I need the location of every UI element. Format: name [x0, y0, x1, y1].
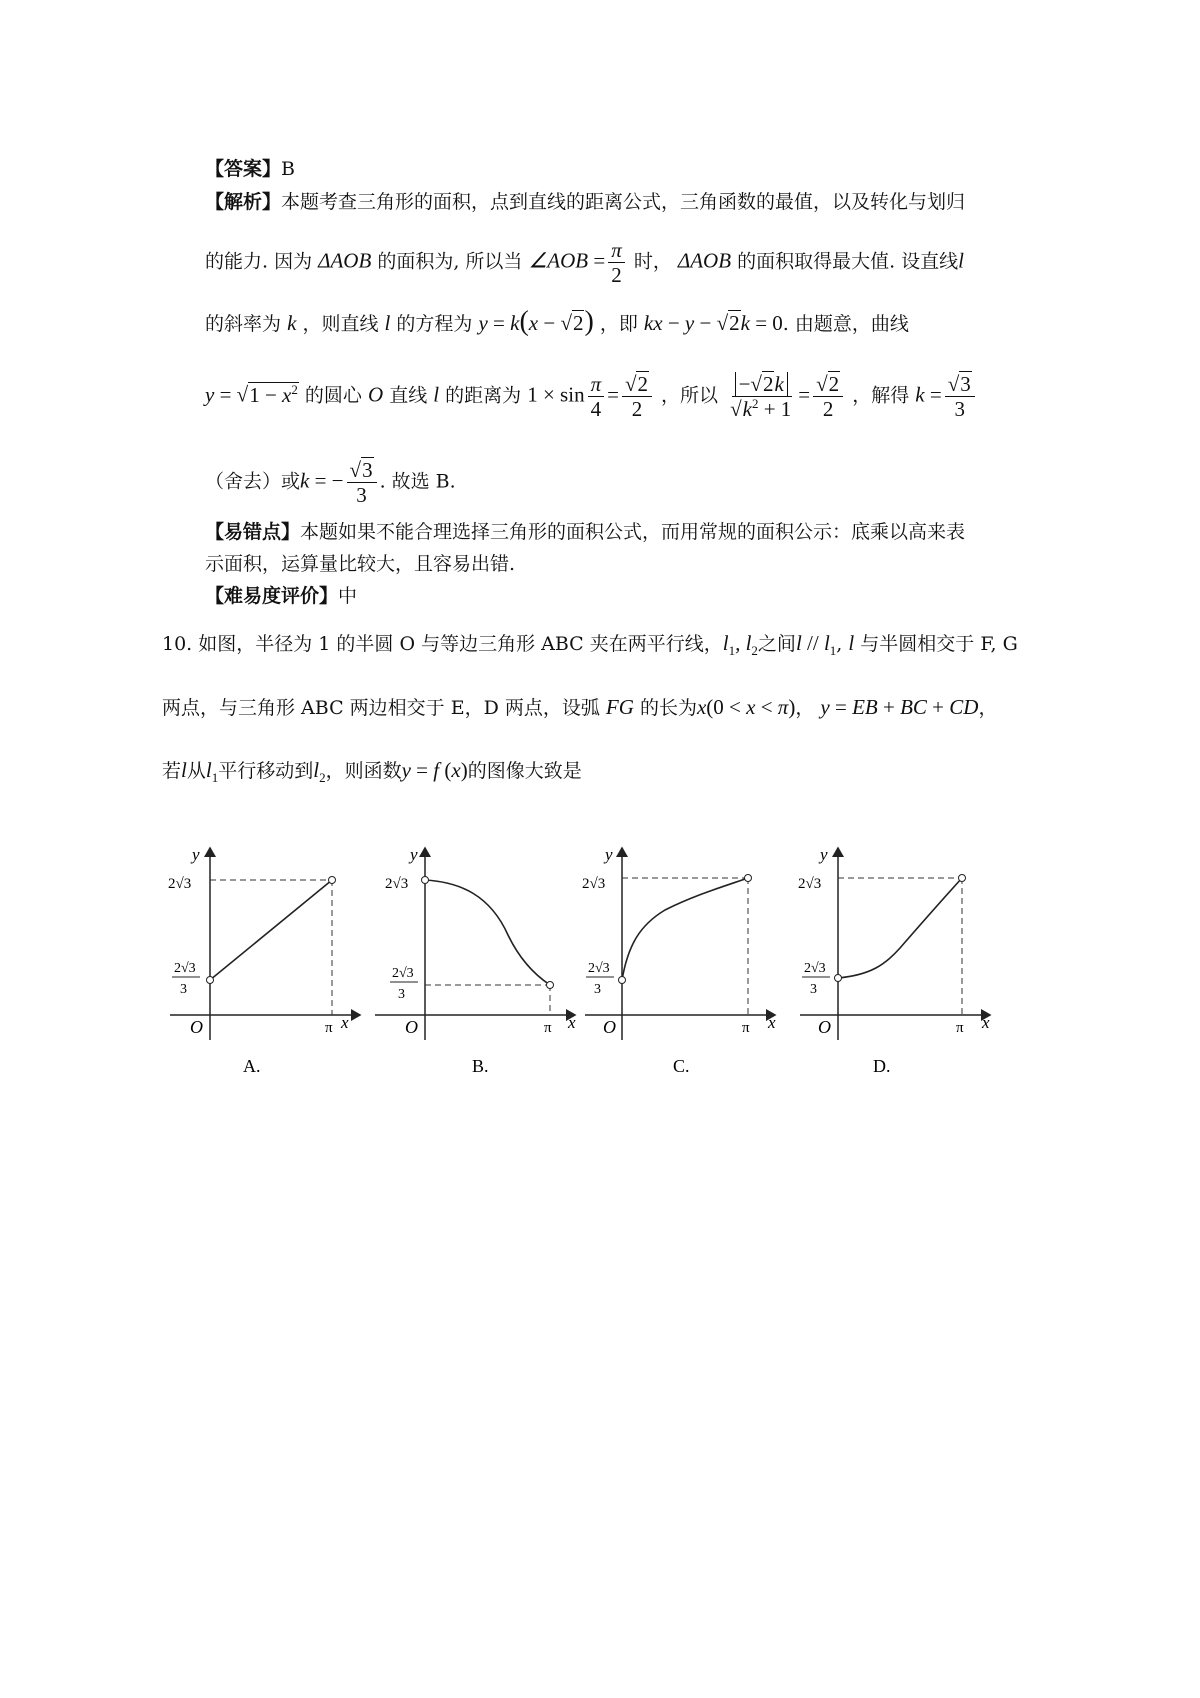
arc-fg-symbol: FG	[605, 695, 634, 719]
graph-a-y-low-den: 3	[180, 982, 187, 997]
analysis-text-2b: 的面积为, 所以当	[377, 250, 523, 273]
graph-d-pi-tick: π	[956, 1020, 964, 1036]
x-range: x(0 < x < π)	[696, 695, 796, 719]
line-l-symbol-q: l	[848, 631, 855, 655]
line-l-symbol-2: l	[384, 311, 391, 335]
slope-k-symbol: k	[287, 311, 297, 335]
analysis-text-4d: ，所以	[661, 384, 719, 407]
graph-a-start-point	[207, 977, 214, 984]
graph-d-curve	[838, 878, 962, 978]
graph-c-curve	[622, 878, 748, 980]
graph-d-start-point	[835, 975, 842, 982]
graph-c-end-point	[745, 875, 752, 882]
graph-c-y-top: 2√3	[582, 876, 606, 892]
curve-equation: $y = √1 - x^2$	[205, 381, 298, 407]
graph-b-curve	[425, 880, 550, 985]
graph-d-y-low-num: 2√3	[804, 961, 826, 976]
distance-expression: 1 × sin	[527, 382, 585, 407]
analysis-text-3b: ，则直线	[302, 313, 379, 335]
q10-text-1c: 与半圆相交于 F, G	[860, 633, 1018, 655]
sqrt2-over-2-fraction-2: $\frac{√2}{2}$	[813, 372, 843, 421]
line-l-symbol: l	[958, 248, 965, 273]
graph-d-origin: O	[818, 1017, 831, 1037]
l-parallel-l1: l // $l_1$	[795, 631, 837, 658]
line-l-symbol-3: l	[433, 382, 440, 407]
analysis-text-4e: ，解得	[852, 384, 910, 407]
pi-over-2-fraction: $\frac{\pi}{2}$	[608, 238, 625, 287]
q10-text-3c: 平行移动到	[218, 760, 314, 782]
q10-text-2c: ，	[795, 697, 815, 719]
angle-aob-formula: ∠AOB =	[528, 248, 606, 273]
graph-c-x-label: x	[768, 1013, 776, 1032]
difficulty-value: 中	[338, 585, 358, 607]
function-expression: y = f (x)	[401, 758, 468, 782]
sqrt3-over-3-fraction: $\frac{√3}{3}$	[945, 372, 975, 421]
distance-formula-fraction: $\frac{-√2k}{√k^2 + 1}$	[730, 372, 792, 422]
graph-b-pi-tick: π	[544, 1020, 552, 1036]
answer-value: B	[281, 158, 295, 180]
graph-a-y-label: y	[192, 845, 200, 864]
sqrt2-over-2-fraction: $\frac{√2}{2}$	[622, 372, 652, 421]
graph-b-y-top: 2√3	[385, 876, 409, 892]
l2-symbol: $l_2$	[313, 758, 326, 785]
pitfall-label: 【易错点】	[205, 521, 301, 543]
question10-line-1: 10. 如图，半径为 1 的半圆 O 与等边三角形 ABC 夹在两平行线，$l_1$, $l_2$之间l // $l_1$, l 与半圆相交于 F, G	[162, 631, 1018, 658]
graph-c-y-low-num: 2√3	[588, 961, 610, 976]
difficulty-label: 【难易度评价】	[205, 585, 339, 607]
q10-text-2b: 的长为	[639, 697, 697, 719]
graph-a-y-low-num: 2√3	[174, 961, 196, 976]
graph-d-y-top: 2√3	[798, 876, 822, 892]
neg-sqrt3-over-3-fraction: $\frac{√3}{3}$	[347, 458, 377, 507]
analysis-text-5a: （舍去）或	[205, 470, 301, 493]
q10-text-3a: 若	[162, 760, 182, 782]
q10-text-1a: 10. 如图，半径为 1 的半圆 O 与等边三角形 ABC 夹在两平行线，	[162, 633, 723, 655]
graph-b-x-label: x	[568, 1013, 576, 1032]
graph-d-y-low-den: 3	[810, 982, 817, 997]
graph-b-y-low-den: 3	[398, 987, 405, 1002]
graph-b	[375, 845, 576, 1076]
graph-d	[798, 845, 990, 1076]
analysis-text-3d: ，即	[599, 313, 638, 335]
analysis-line-4: $y = √1 - x^2$ 的圆心 O 直线 l 的距离为 1 × sin $\frac{\pi}{4}$ = $\frac{√2}{2}$ ，所以 $\frac{-√2k}{√k^2 + 1}$ = $\frac{√2}{2}$ ，解得 k = $\frac{√3}{3}$	[205, 372, 978, 421]
q10-text-2a: 两点，与三角形 ABC 两边相交于 E，D 两点，设弧	[162, 697, 600, 719]
analysis-text-3a: 的斜率为	[205, 313, 282, 335]
graph-b-start-point	[422, 877, 429, 884]
q10-text-3b: 从	[186, 760, 206, 782]
line-equation: y = k(x − √2)	[478, 306, 594, 337]
graph-b-caption: B.	[472, 1056, 489, 1076]
analysis-text-4b: 直线	[389, 384, 428, 407]
graph-b-y-label: y	[410, 845, 418, 864]
analysis-text-2c: 时，	[633, 250, 672, 273]
graph-a-origin: O	[190, 1017, 203, 1037]
graph-c	[582, 845, 776, 1076]
question10-line-2: 两点，与三角形 ABC 两边相交于 E，D 两点，设弧 FG 的长为x(0 < x < π)， y = EB + BC + CD，	[162, 695, 998, 719]
graph-d-y-label: y	[820, 845, 828, 864]
graph-b-origin: O	[405, 1017, 418, 1037]
k-rejected: k = −	[300, 468, 344, 493]
y-sum-formula: y = EB + BC + CD	[820, 695, 979, 719]
graph-c-caption: C.	[673, 1056, 690, 1076]
analysis-text-2a: 的能力. 因为	[205, 250, 313, 273]
pitfall-text-1: 本题如果不能合理选择三角形的面积公式，而用常规的面积公示：底乘以高来表	[300, 521, 966, 543]
q10-text-3e: 的图像大致是	[467, 760, 582, 782]
graph-a-pi-tick: π	[325, 1020, 333, 1036]
q10-text-3d: ，则函数	[325, 760, 402, 782]
analysis-text-1: 本题考查三角形的面积，点到直线的距离公式，三角函数的最值，以及转化与划归	[281, 191, 966, 213]
graph-a	[168, 845, 360, 1076]
graph-a-end-point	[329, 877, 336, 884]
graph-c-origin: O	[603, 1017, 616, 1037]
analysis-text-5b: . 故选 B.	[379, 470, 456, 493]
analysis-text-2d: 的面积取得最大值. 设直线	[737, 250, 959, 273]
analysis-label: 【解析】	[205, 191, 282, 213]
graph-c-y-label: y	[605, 845, 613, 864]
graph-d-end-point	[959, 875, 966, 882]
k-solution: k =	[915, 382, 942, 407]
line-l-symbol-q2: l	[181, 758, 187, 782]
answer-label: 【答案】	[205, 158, 282, 180]
graph-a-y-top: 2√3	[168, 876, 192, 892]
graph-b-end-point	[547, 982, 554, 989]
pitfall-text-2: 示面积，运算量比较大，且容易出错.	[205, 553, 516, 575]
triangle-aob-formula: ΔAOB	[318, 248, 372, 273]
center-o-symbol: O	[367, 382, 384, 407]
line-general-equation: kx − y − √2k = 0	[643, 311, 783, 335]
triangle-aob-formula-2: ΔAOB	[677, 248, 732, 273]
analysis-text-3c: 的方程为	[396, 313, 473, 335]
pi-over-4-fraction: $\frac{\pi}{4}$	[588, 372, 605, 421]
graph-a-x-label: x	[341, 1013, 349, 1032]
graph-d-caption: D.	[873, 1056, 891, 1076]
analysis-text-4c: 的距离为	[445, 384, 522, 407]
graph-c-y-low-den: 3	[594, 982, 601, 997]
graph-a-curve	[210, 880, 332, 980]
l1-l2-symbols: $l_1$, $l_2$	[722, 631, 758, 658]
graph-c-start-point	[619, 977, 626, 984]
graph-c-pi-tick: π	[742, 1020, 750, 1036]
graph-a-caption: A.	[243, 1056, 261, 1076]
analysis-text-3e: . 由题意，曲线	[782, 313, 909, 335]
graph-d-x-label: x	[982, 1013, 990, 1032]
analysis-text-4a: 的圆心	[304, 384, 362, 407]
q10-text-1b: 之间	[757, 633, 796, 655]
l1-symbol: $l_1$	[205, 758, 219, 785]
graph-b-y-low-num: 2√3	[392, 966, 414, 981]
